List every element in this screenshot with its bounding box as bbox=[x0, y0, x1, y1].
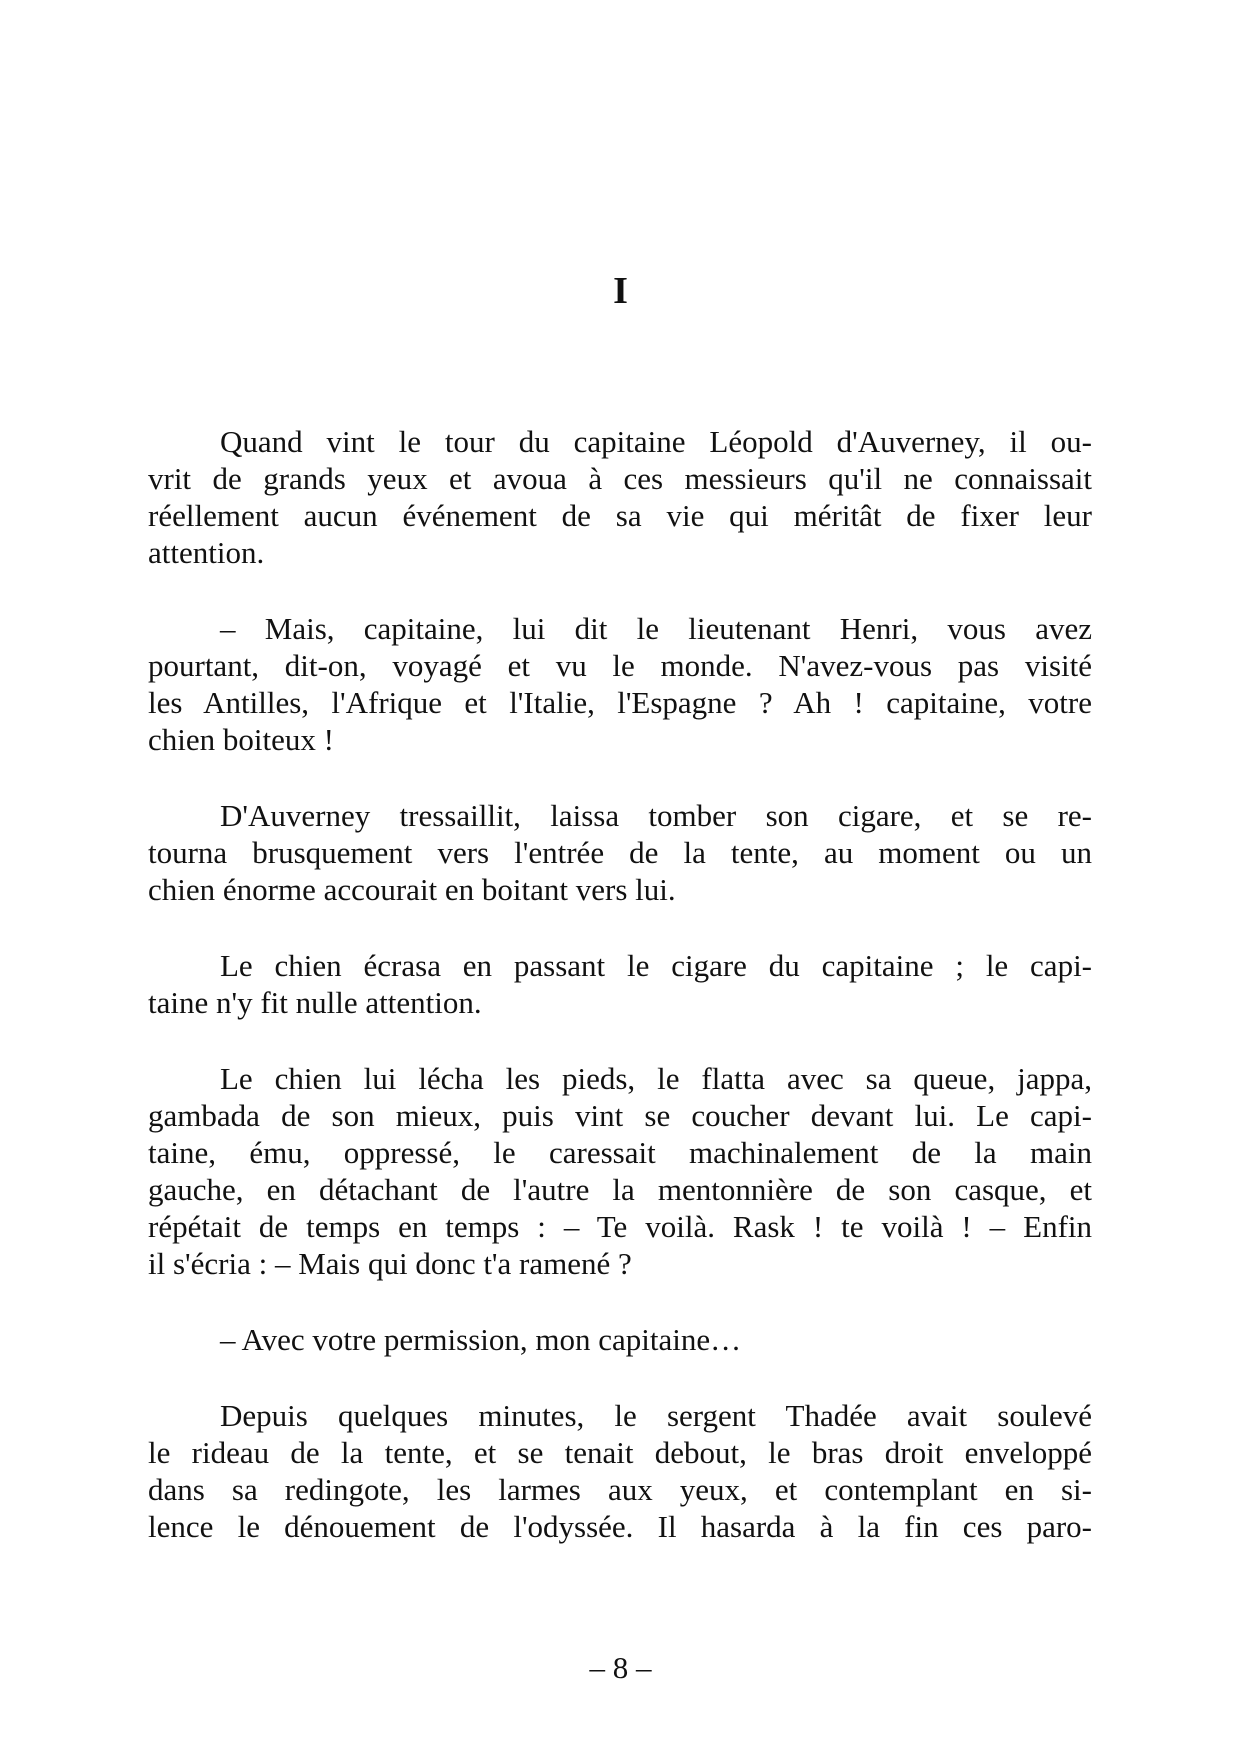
chapter-title: I bbox=[613, 270, 628, 312]
text-line: Quand vint le tour du capitaine Léopold d'Auverney, il ou- bbox=[220, 424, 1092, 459]
text-line: le rideau de la tente, et se tenait debout, le bras droit enveloppé bbox=[148, 1435, 1092, 1470]
text-line: pourtant, dit-on, voyagé et vu le monde. N'avez-vous pas visité bbox=[148, 648, 1092, 683]
text-line: chien boiteux ! bbox=[148, 722, 334, 757]
text-line: taine, ému, oppressé, le caressait machinalement de la main bbox=[148, 1135, 1092, 1170]
paragraph-4 bbox=[148, 947, 1092, 1021]
text-line: – Mais, capitaine, lui dit le lieutenant Henri, vous avez bbox=[220, 611, 1092, 646]
text-line: vrit de grands yeux et avoua à ces messieurs qu'il ne connaissait bbox=[148, 461, 1092, 496]
text-line: tourna brusquement vers l'entrée de la tente, au moment ou un bbox=[148, 835, 1092, 870]
body-text bbox=[148, 423, 1092, 1584]
paragraph-6 bbox=[148, 1321, 1092, 1358]
paragraph-1 bbox=[148, 423, 1092, 571]
text-line: – Avec votre permission, mon capitaine… bbox=[220, 1322, 742, 1357]
text-line: attention. bbox=[148, 535, 265, 570]
paragraph-7 bbox=[148, 1397, 1092, 1545]
text-line: lence le dénouement de l'odyssée. Il hasarda à la fin ces paro- bbox=[148, 1509, 1092, 1544]
text-line: taine n'y fit nulle attention. bbox=[148, 985, 482, 1020]
text-line: répétait de temps en temps : – Te voilà. Rask ! te voilà ! – Enfin bbox=[148, 1209, 1092, 1244]
text-line: chien énorme accourait en boitant vers lui. bbox=[148, 872, 676, 907]
text-line: gauche, en détachant de l'autre la mentonnière de son casque, et bbox=[148, 1172, 1092, 1207]
text-line: réellement aucun événement de sa vie qui méritât de fixer leur bbox=[148, 498, 1092, 533]
paragraph-3 bbox=[148, 797, 1092, 908]
text-line: Le chien écrasa en passant le cigare du capitaine ; le capi- bbox=[220, 948, 1092, 983]
text-line: Depuis quelques minutes, le sergent Thadée avait soulevé bbox=[220, 1398, 1092, 1433]
text-line: il s'écria : – Mais qui donc t'a ramené ? bbox=[148, 1246, 632, 1281]
text-line: les Antilles, l'Afrique et l'Italie, l'Espagne ? Ah ! capitaine, votre bbox=[148, 685, 1092, 720]
paragraph-5 bbox=[148, 1060, 1092, 1282]
text-line: Le chien lui lécha les pieds, le flatta avec sa queue, jappa, bbox=[220, 1061, 1092, 1096]
text-line: D'Auverney tressaillit, laissa tomber son cigare, et se re- bbox=[220, 798, 1092, 833]
text-line: dans sa redingote, les larmes aux yeux, et contemplant en si- bbox=[148, 1472, 1092, 1507]
text-line: gambada de son mieux, puis vint se coucher devant lui. Le capi- bbox=[148, 1098, 1092, 1133]
page-number: – 8 – bbox=[589, 1650, 652, 1685]
paragraph-2 bbox=[148, 610, 1092, 758]
